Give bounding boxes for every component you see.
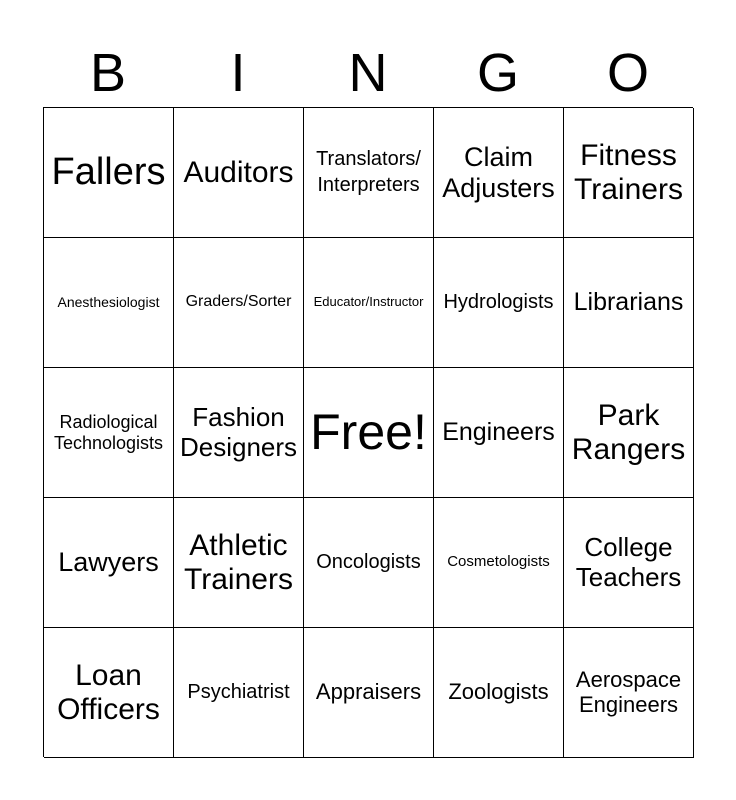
bingo-cell[interactable] (434, 498, 564, 628)
cell-label: Educator/Instructor (313, 294, 424, 310)
cell-label: Translators/ Interpreters (316, 148, 421, 196)
cell-label: Anesthesiologist (57, 293, 160, 310)
cell-label: Fashion Designers (179, 402, 298, 462)
cell-label: Fitness Trainers (574, 138, 683, 206)
bingo-board (43, 107, 693, 757)
bingo-cell[interactable] (174, 368, 304, 498)
header-letter-g: G (476, 43, 519, 103)
cell-label: Loan Officers (57, 658, 160, 726)
cell-label: Claim Adjusters (442, 142, 555, 203)
header-letter-i: I (230, 43, 246, 103)
bingo-cell[interactable] (174, 498, 304, 628)
bingo-cell[interactable] (304, 108, 434, 238)
bingo-cell[interactable] (44, 108, 174, 238)
bingo-cell[interactable] (44, 238, 174, 368)
bingo-cell[interactable] (304, 238, 434, 368)
bingo-cell[interactable] (564, 238, 694, 368)
bingo-cell[interactable] (44, 628, 174, 758)
cell-label: Engineers (442, 418, 555, 447)
header-letter-b: B (89, 43, 127, 103)
cell-label: Park Rangers (571, 398, 686, 466)
cell-label: Hydrologists (443, 291, 554, 314)
free-space-label: Free! (310, 404, 427, 461)
cell-label: Auditors (183, 155, 294, 189)
cell-label: Librarians (573, 288, 684, 317)
header-letter-o: O (606, 43, 649, 103)
bingo-cell[interactable] (434, 108, 564, 238)
bingo-cell[interactable] (564, 368, 694, 498)
bingo-cell[interactable] (564, 628, 694, 758)
cell-label: Graders/Sorter (185, 293, 292, 311)
cell-label: Appraisers (315, 679, 422, 705)
bingo-cell[interactable] (44, 368, 174, 498)
cell-label: Aerospace Engineers (575, 666, 682, 717)
cell-label: Cosmetologists (447, 553, 550, 571)
cell-label: Psychiatrist (187, 681, 290, 704)
bingo-cell[interactable] (434, 628, 564, 758)
bingo-cell[interactable] (434, 238, 564, 368)
bingo-cell[interactable] (564, 498, 694, 628)
cell-label: Radiological Technologists (53, 412, 164, 453)
cell-label: Fallers (51, 151, 166, 194)
bingo-cell[interactable] (304, 628, 434, 758)
bingo-cell[interactable] (174, 108, 304, 238)
bingo-cell[interactable] (304, 498, 434, 628)
cell-label: College Teachers (575, 532, 682, 592)
bingo-cell[interactable] (174, 238, 304, 368)
free-space[interactable] (304, 368, 434, 498)
bingo-cell[interactable] (434, 368, 564, 498)
cell-label: Oncologists (316, 551, 421, 574)
bingo-cell[interactable] (564, 108, 694, 238)
cell-label: Lawyers (58, 547, 159, 578)
header-letter-n: N (348, 43, 388, 103)
bingo-cell[interactable] (44, 498, 174, 628)
bingo-header (43, 40, 693, 106)
cell-label: Zoologists (448, 679, 549, 705)
bingo-cell[interactable] (174, 628, 304, 758)
cell-label: Athletic Trainers (184, 528, 293, 596)
